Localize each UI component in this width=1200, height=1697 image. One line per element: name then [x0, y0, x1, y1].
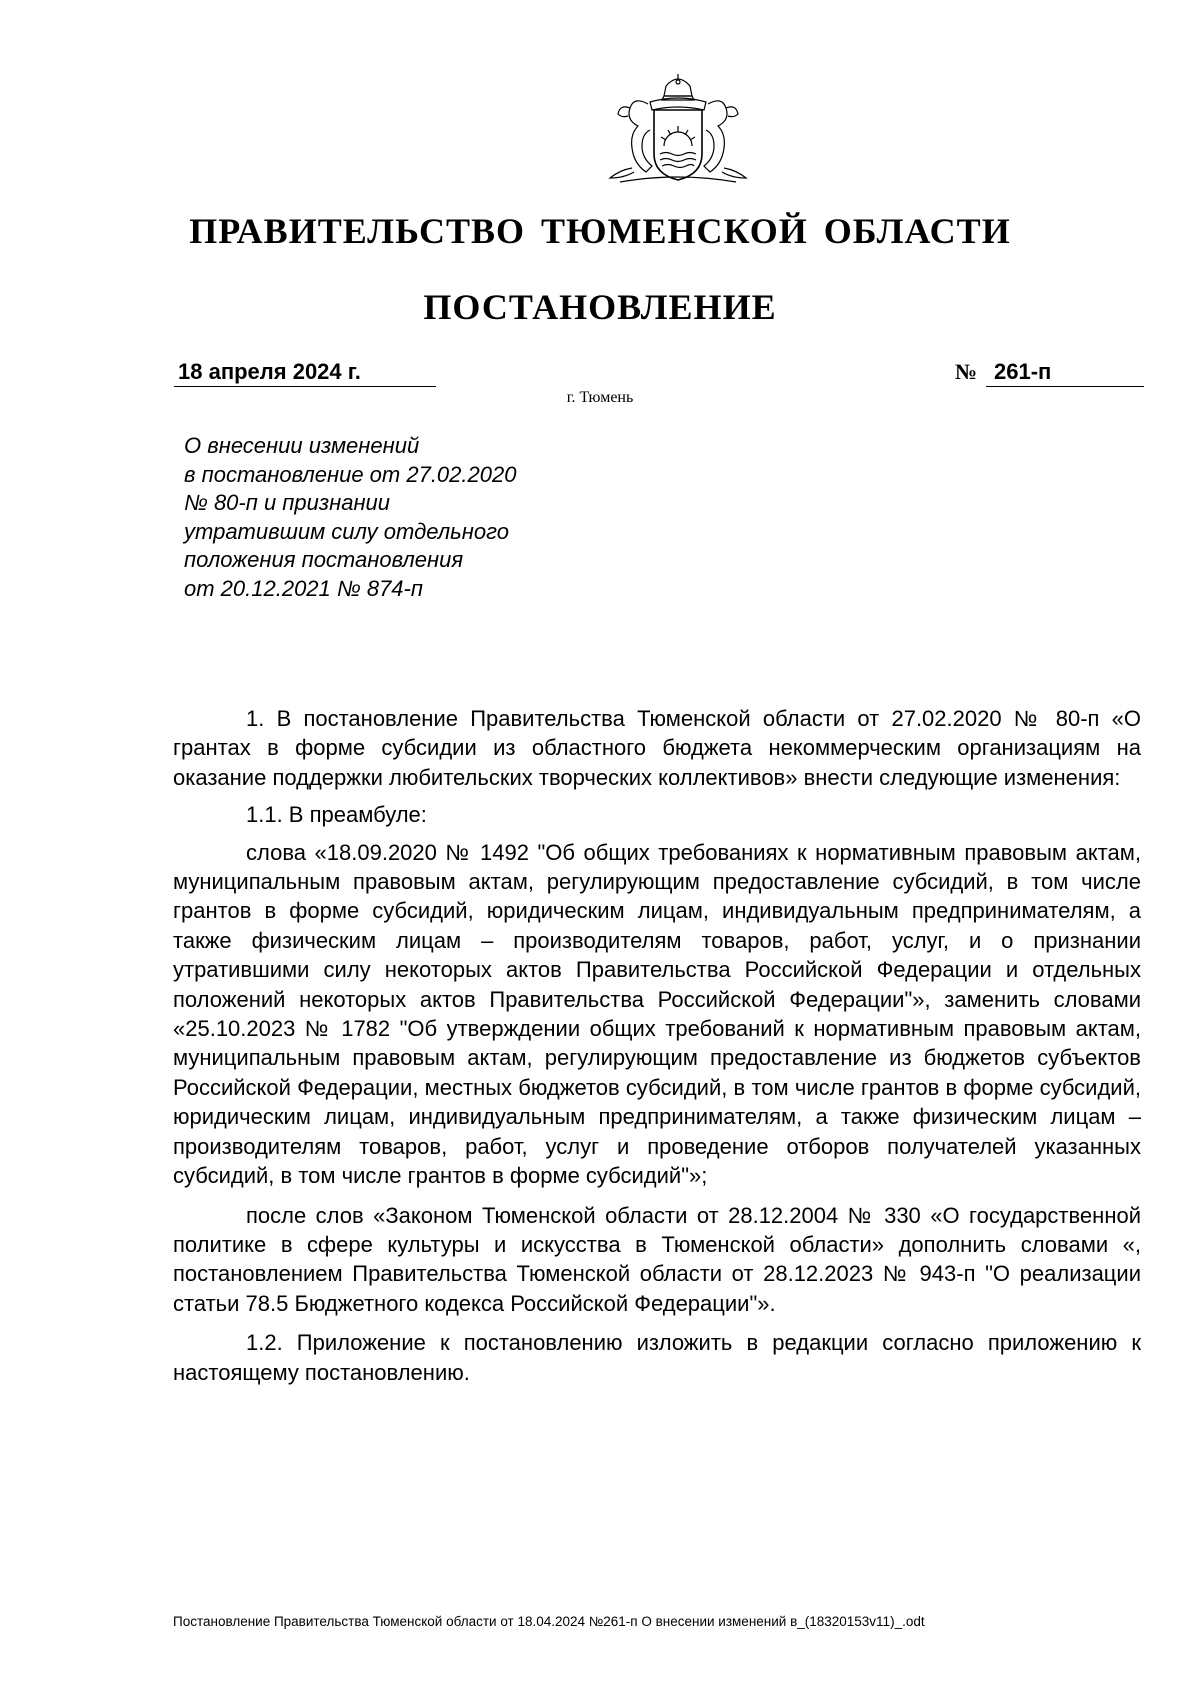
paragraph-1-2: 1.2. Приложение к постановлению изложить в редакции согласно приложению к настоящему постановлению.: [173, 1330, 1141, 1385]
document-type: ПОСТАНОВЛЕНИЕ: [423, 287, 777, 327]
city-name: г. Тюмень: [566, 389, 634, 406]
subject-line: О внесении изменений: [184, 433, 420, 458]
subject-line: № 80-п и признании: [184, 490, 391, 516]
paragraph-after-words: после слов «Законом Тюменской области от 28.12.2004 № 330 «О государственной политике в сфере культуры и искусства в Тюменской области» дополнить словами «, постановлением Правительства Тюменской области от 28.12.2023 № 943-п "О реализации статьи 78.5 Бюджетного кодекса Российской Федерации"».: [173, 1202, 1141, 1316]
paragraph-words: слова «18.09.2020 № 1492 "Об общих требованиях к нормативным правовым актам, муниципальным правовым актам, регулирующим предоставление субсидий, в том числе грантов в форме субсидий, юридическим лицам, индивидуальным предпринимателям, а также физическим лицам – производителям товаров, работ, услуг, и о признании утратившими силу некоторых актов Правительства Российской Федерации и отдельных положений некоторых актов Правительства Российской Федерации"», заменить словами «25.10.2023 № 1782 "Об утверждении общих требований к нормативным правовым актам, муниципальным правовым актам, регулирующим предоставление из бюджетов субъектов Российской Федерации, местных бюджетов субсидий, в том числе грантов в форме субсидий, юридическим лицам, индивидуальным предпринимателям, а также физическим лицам – производителям товаров, работ, услуг и проведение отборов получателей указанных субсидий, в том числе грантов в форме субсидий"»;: [173, 839, 1141, 1189]
document-date: 18 апреля 2024 г.: [174, 358, 436, 387]
document-subject: [184, 432, 624, 604]
coat-of-arms-icon: [590, 74, 766, 186]
government-title: ПРАВИТЕЛЬСТВО ТЮМЕНСКОЙ ОБЛАСТИ: [189, 211, 1011, 251]
subject-line: от 20.12.2021 № 874-п: [184, 575, 423, 601]
paragraph-1: 1. В постановление Правительства Тюменской области от 27.02.2020 № 80-п «О грантах в форме субсидии из областного бюджета некоммерческим организациям на оказание поддержки любительских творческих коллективов» внести следующие изменения:: [173, 706, 1141, 790]
document-number: 261-п: [986, 358, 1144, 387]
document-body: [173, 704, 1141, 1387]
subject-line: утратившим силу отдельного: [184, 518, 509, 544]
footer-filename: Постановление Правительства Тюменской области от 18.04.2024 №261-п О внесении изменений в_(18320153v11)_.odt: [173, 1614, 925, 1629]
subject-line: в постановление от 27.02.2020: [184, 461, 517, 487]
subject-line: положения постановления: [184, 547, 464, 573]
paragraph-1-1: 1.1. В преамбуле:: [246, 802, 427, 828]
number-sign: №: [955, 359, 978, 384]
